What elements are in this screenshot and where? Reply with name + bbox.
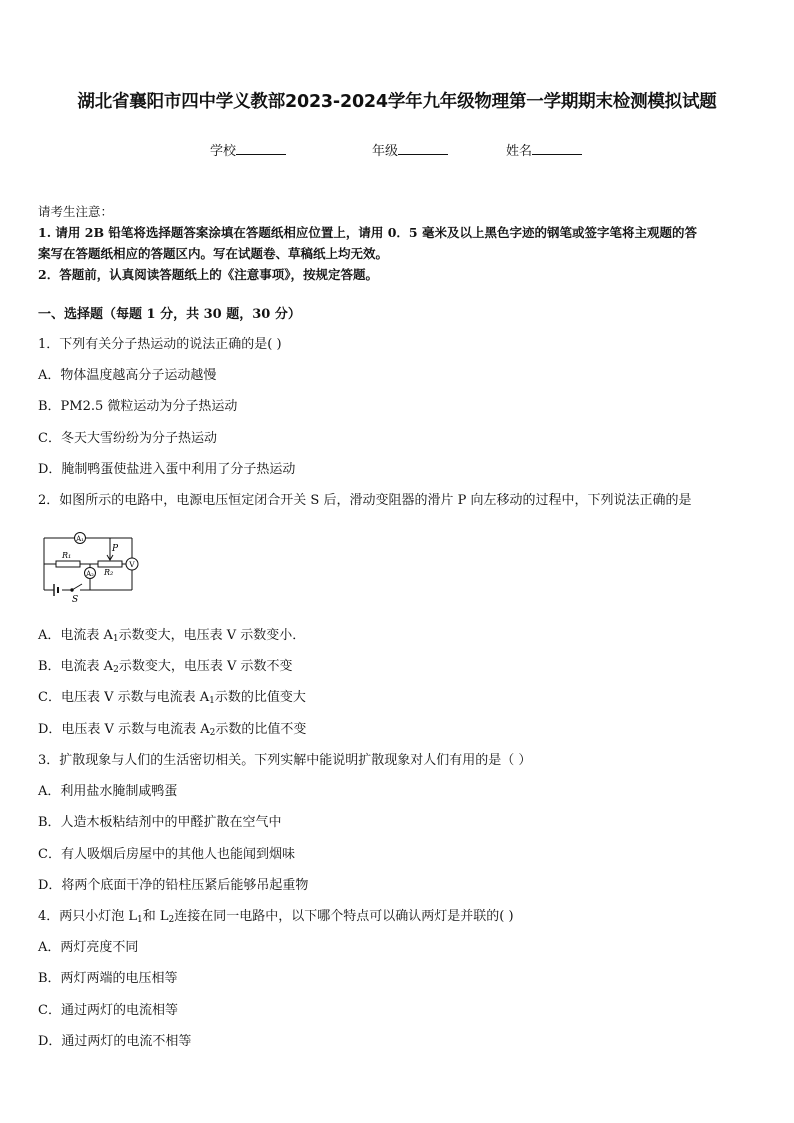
q2-option-c[interactable]: [38, 686, 768, 705]
slider-p-label: P: [112, 544, 119, 554]
q3-option-d[interactable]: D．将两个底面干净的铅柱压紧后能够吊起重物: [38, 878, 309, 893]
grade-field[interactable]: [372, 140, 448, 159]
ammeter-a2-icon: [85, 568, 96, 579]
q2-b-pre: B．电流表 A: [38, 659, 114, 674]
q2-option-a[interactable]: [38, 624, 768, 643]
ammeter-a2-label: A₂: [86, 570, 94, 578]
school-field[interactable]: [210, 140, 286, 159]
q4-stem-post: 连接在同一电路中，以下哪个特点可以确认两灯是并联的( ): [174, 909, 514, 924]
q1-option-b[interactable]: B．PM2.5 微粒运动为分子热运动: [38, 399, 238, 414]
voltmeter-icon: [126, 558, 138, 570]
q3-option-a[interactable]: A．利用盐水腌制咸鸭蛋: [38, 784, 178, 799]
ammeter-a1-label: A₁: [76, 535, 84, 543]
ammeter-a1-icon: [75, 533, 86, 544]
q2-d-sub: 2: [209, 728, 216, 738]
q4-stem: [38, 905, 768, 924]
q4-sub-2: 2: [168, 915, 175, 925]
voltmeter-label: V: [129, 560, 135, 569]
notice-item-2: 2．答题前，认真阅读答题纸上的《注意事项》，按规定答题。: [38, 267, 378, 282]
q2-d-post: 示数的比值不变: [215, 722, 307, 737]
q2-c-pre: C．电压表 V 示数与电流表 A: [38, 690, 210, 705]
school-label: 学校: [210, 144, 237, 159]
section-label: 一、选择题: [38, 307, 104, 322]
exam-notice: [38, 201, 760, 285]
q2-a-sub: 1: [112, 634, 119, 644]
r1-label: R₁: [62, 551, 72, 560]
exam-title: 湖北省襄阳市四中学义教部2023-2024学年九年级物理第一学期期末检测模拟试题: [77, 92, 717, 112]
q3-option-b[interactable]: B．人造木板粘结剂中的甲醛扩散在空气中: [38, 815, 282, 830]
q2-a-pre: A．电流表 A: [38, 628, 113, 643]
r2-label: R₂: [104, 568, 114, 577]
q3-stem: 3．扩散现象与人们的生活密切相关。下列实解中能说明扩散现象对人们有用的是（ ）: [38, 753, 532, 768]
q2-stem: 2．如图所示的电路中，电源电压恒定闭合开关 S 后，滑动变阻器的滑片 P 向左移动的过程中，下列说法正确的是: [38, 493, 692, 508]
q2-option-d[interactable]: [38, 718, 768, 737]
q2-a-post: 示数变大，电压表 V 示数变小．: [118, 628, 306, 643]
name-blank[interactable]: [532, 142, 582, 155]
q2-option-b[interactable]: [38, 655, 768, 674]
name-label: 姓名: [506, 144, 533, 159]
q4-stem-mid: 和 L: [142, 909, 169, 924]
switch-s-label: S: [72, 595, 79, 604]
q4-stem-pre: 4．两只小灯泡 L: [38, 909, 138, 924]
notice-item-1b: 案写在答题纸相应的答题区内。写在试题卷、草稿纸上均无效。: [38, 246, 389, 261]
q1-stem: 1．下列有关分子热运动的说法正确的是( ): [38, 337, 282, 352]
section-detail: （每题 1 分，共 30 题，30 分）: [103, 307, 301, 322]
q3-option-c[interactable]: C．有人吸烟后房屋中的其他人也能闻到烟味: [38, 847, 295, 862]
grade-label: 年级: [372, 144, 399, 159]
q4-option-c[interactable]: C．通过两灯的电流相等: [38, 1003, 178, 1018]
q2-c-sub: 1: [209, 696, 215, 706]
q2-b-post: 示数变大，电压表 V 示数不变: [118, 659, 293, 674]
q1-option-c[interactable]: C．冬天大雪纷纷为分子热运动: [38, 431, 217, 446]
q1-option-d[interactable]: D．腌制鸭蛋使盐进入蛋中利用了分子热运动: [38, 462, 296, 477]
name-field[interactable]: [506, 140, 582, 159]
notice-item-1a: 1. 请用 2B 铅笔将选择题答案涂填在答题纸相应位置上，请用 0．5 毫米及以上黑色字迹的钢笔或签字笔将主观题的答: [38, 225, 697, 240]
q2-d-pre: D．电压表 V 示数与电流表 A: [38, 722, 210, 737]
q4-option-b[interactable]: B．两灯两端的电压相等: [38, 971, 178, 986]
q4-sub-1: 1: [137, 915, 143, 925]
section-heading: [38, 303, 301, 322]
grade-blank[interactable]: [398, 142, 448, 155]
q4-option-d[interactable]: D．通过两灯的电流不相等: [38, 1034, 192, 1049]
q4-option-a[interactable]: A．两灯亮度不同: [38, 940, 139, 955]
circuit-diagram: [36, 528, 146, 604]
notice-heading: 请考生注意：: [38, 204, 114, 219]
school-blank[interactable]: [236, 142, 286, 155]
q1-option-a[interactable]: A．物体温度越高分子运动越慢: [38, 368, 217, 383]
q2-c-post: 示数的比值变大: [214, 690, 306, 705]
q2-b-sub: 2: [113, 665, 119, 675]
